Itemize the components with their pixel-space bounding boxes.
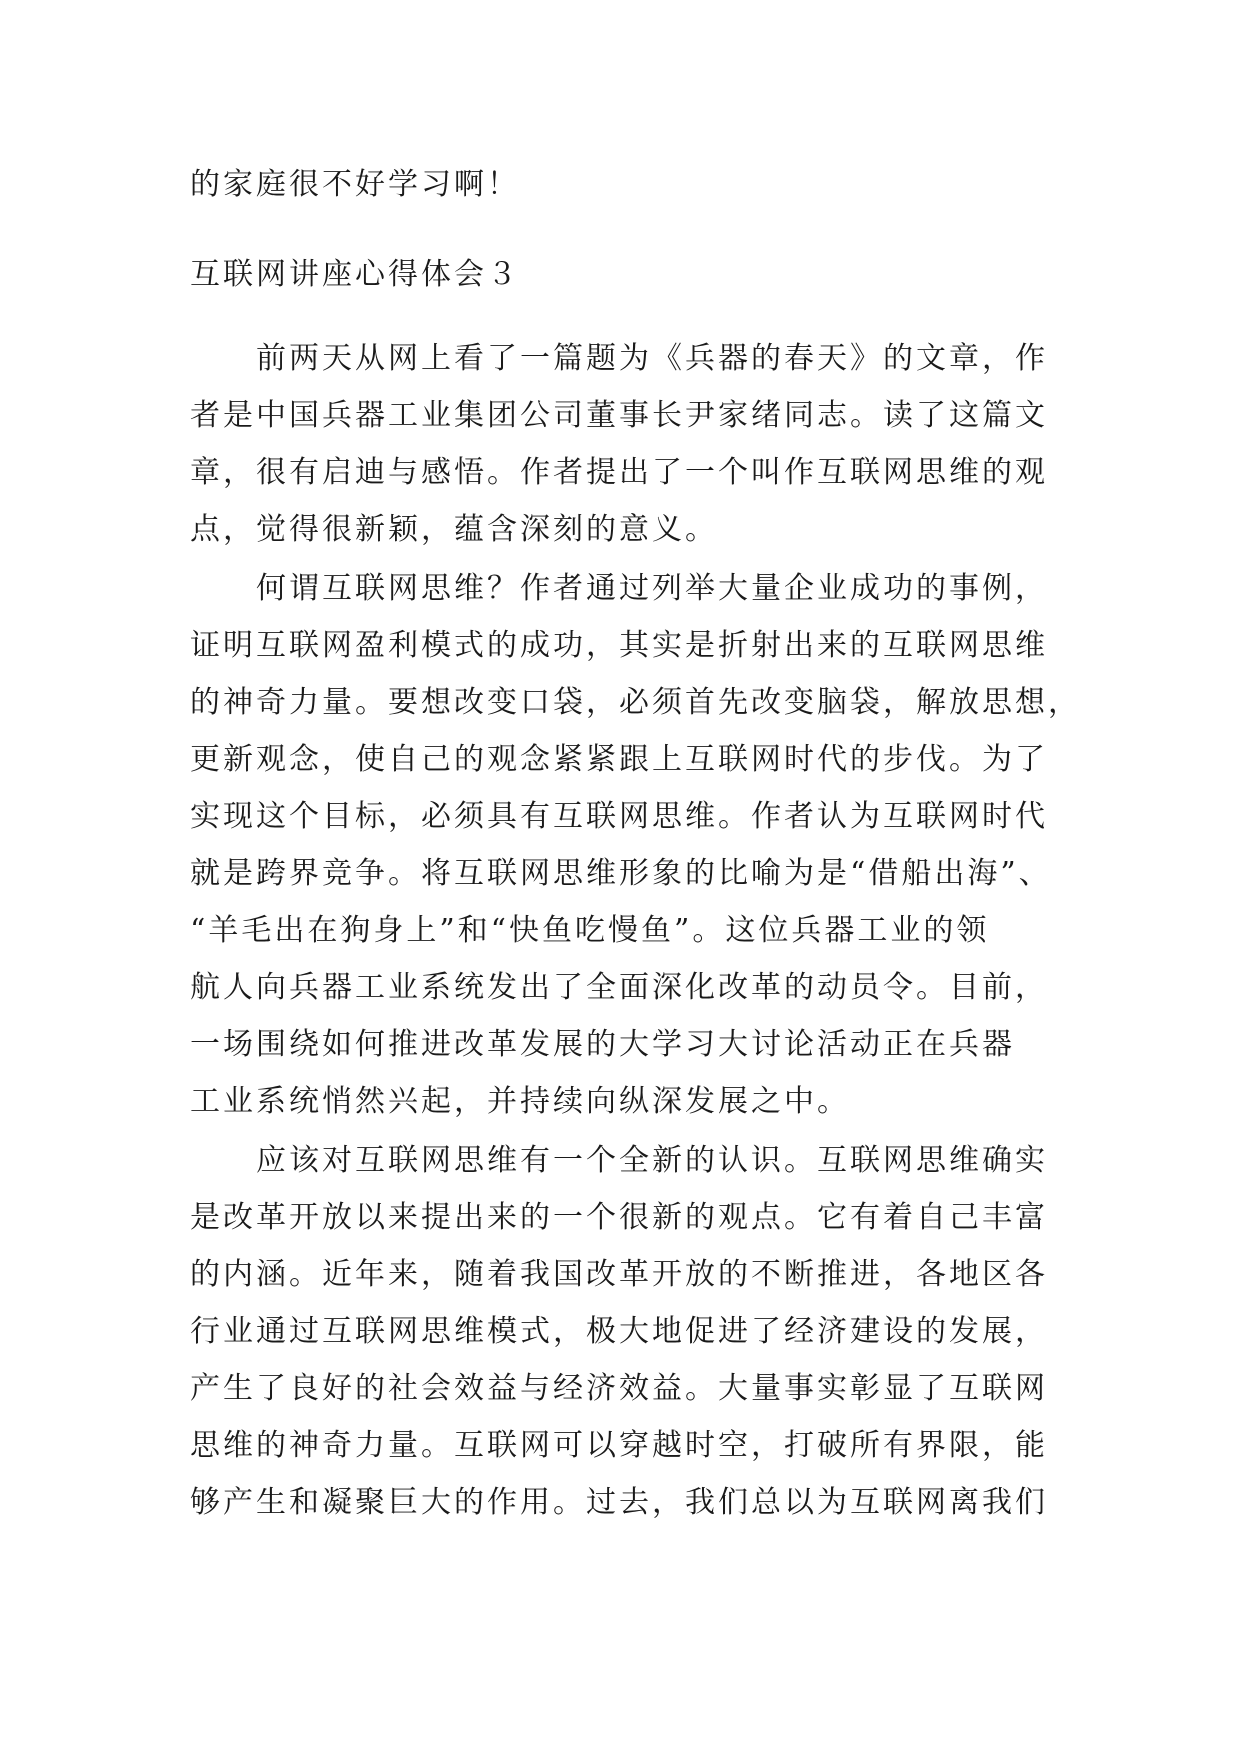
text-line: 点，觉得很新颖，蕴含深刻的意义。 <box>190 512 718 547</box>
text-line: 一场围绕如何推进改革发展的大学习大讨论活动正在兵器 <box>190 1027 1015 1062</box>
text-line: 是改革开放以来提出来的一个很新的观点。它有着自己丰富 <box>190 1200 1048 1235</box>
text-line: 就是跨界竞争。将互联网思维形象的比喻为是“借船出海”、 <box>190 856 1052 891</box>
text-line: 够产生和凝聚巨大的作用。过去，我们总以为互联网离我们 <box>190 1485 1048 1520</box>
section-title <box>190 246 1050 303</box>
text-line: “羊毛出在狗身上”和“快鱼吃慢鱼”。这位兵器工业的领 <box>190 913 990 948</box>
text-line: 的家庭很不好学习啊！ <box>190 167 520 202</box>
text-line: 产生了良好的社会效益与经济效益。大量事实彰显了互联网 <box>190 1371 1048 1406</box>
paragraph-2 <box>190 560 1081 1130</box>
text-line: 工业系统悄然兴起，并持续向纵深发展之中。 <box>190 1084 850 1119</box>
paragraph-3 <box>190 1132 1050 1531</box>
text-line: 前两天从网上看了一篇题为《兵器的春天》的文章，作 <box>256 341 1048 376</box>
text-line: 的神奇力量。要想改变口袋，必须首先改变脑袋，解放思想， <box>190 685 1081 720</box>
text-line: 者是中国兵器工业集团公司董事长尹家绪同志。读了这篇文 <box>190 398 1048 433</box>
text-line: 更新观念，使自己的观念紧紧跟上互联网时代的步伐。为了 <box>190 742 1048 777</box>
text-line: 行业通过互联网思维模式，极大地促进了经济建设的发展， <box>190 1314 1048 1349</box>
text-line: 应该对互联网思维有一个全新的认识。互联网思维确实 <box>256 1143 1048 1178</box>
paragraph-1 <box>190 330 1050 558</box>
text-line: 思维的神奇力量。互联网可以穿越时空，打破所有界限，能 <box>190 1428 1048 1463</box>
text-line: 实现这个目标，必须具有互联网思维。作者认为互联网时代 <box>190 799 1048 834</box>
paragraph-fragment <box>190 156 1050 213</box>
text-line: 航人向兵器工业系统发出了全面深化改革的动员令。目前， <box>190 970 1048 1005</box>
text-line: 何谓互联网思维？作者通过列举大量企业成功的事例， <box>256 571 1048 606</box>
text-line: 证明互联网盈利模式的成功，其实是折射出来的互联网思维 <box>190 628 1048 663</box>
text-line: 章，很有启迪与感悟。作者提出了一个叫作互联网思维的观 <box>190 455 1048 490</box>
section-title-text: 互联网讲座心得体会３ <box>190 257 520 292</box>
text-line: 的内涵。近年来，随着我国改革开放的不断推进，各地区各 <box>190 1257 1048 1292</box>
